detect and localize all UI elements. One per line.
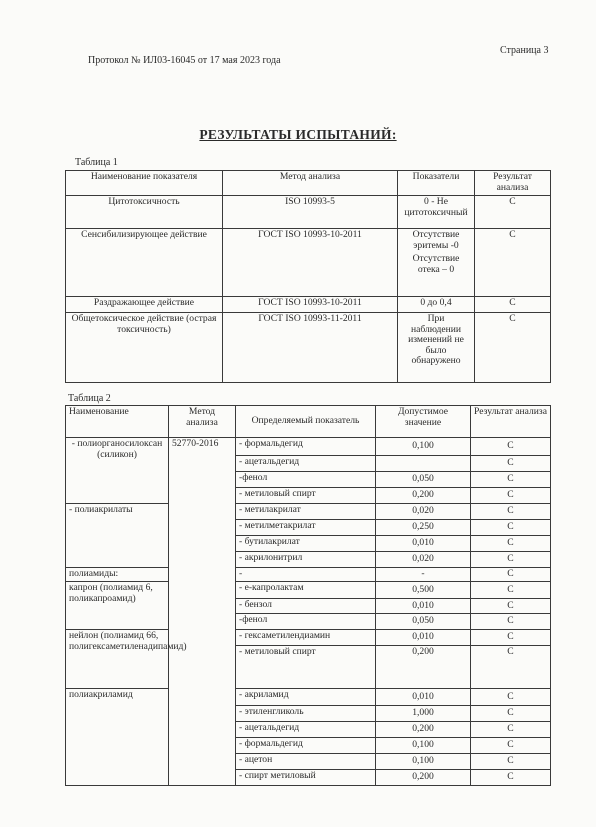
- table-row: [66, 582, 551, 599]
- t2-value: 0,010: [376, 599, 471, 614]
- protocol-header: Протокол № ИЛ03-16045 от 17 мая 2023 года: [88, 55, 281, 66]
- t2-value: 0,010: [376, 630, 471, 646]
- t2-result: С: [471, 599, 551, 614]
- t2-value: -: [376, 568, 471, 582]
- table-row: [66, 229, 551, 297]
- t2-indicator: -фенол: [236, 472, 376, 488]
- t2-result: С: [471, 456, 551, 472]
- t2-header-method: Метод анализа: [169, 406, 236, 438]
- t1-name: Сенсибилизирующее действие: [66, 229, 223, 297]
- t2-result: С: [471, 738, 551, 754]
- t2-result: С: [471, 630, 551, 646]
- t2-indicator: - бензол: [236, 599, 376, 614]
- t2-result: С: [471, 552, 551, 568]
- t2-result: С: [471, 770, 551, 786]
- table-row: [66, 196, 551, 229]
- page-number: Страница 3: [500, 45, 549, 56]
- t2-value: 0,020: [376, 552, 471, 568]
- t2-indicator: - этиленгликоль: [236, 706, 376, 722]
- t2-indicator: - ацетальдегид: [236, 456, 376, 472]
- t2-result: С: [471, 646, 551, 689]
- t2-header-name: Наименование: [66, 406, 169, 438]
- t2-value: 0,200: [376, 770, 471, 786]
- t1-value: 0 - Не цитотоксичный: [398, 196, 475, 229]
- t2-result: С: [471, 722, 551, 738]
- t1-value-2: Отсутствие отека – 0: [412, 253, 460, 275]
- t2-method: 52770-2016: [169, 438, 236, 786]
- t2-result: С: [471, 568, 551, 582]
- t2-result: С: [471, 438, 551, 456]
- t2-result: С: [471, 689, 551, 706]
- t1-result: С: [475, 313, 551, 383]
- t2-value: 0,200: [376, 722, 471, 738]
- t2-result: С: [471, 488, 551, 504]
- t2-indicator: - гексаметилендиамин: [236, 630, 376, 646]
- t1-name: Общетоксическое действие (острая токсичность): [66, 313, 223, 383]
- t2-value: [376, 456, 471, 472]
- t2-result: С: [471, 754, 551, 770]
- t2-value: 0,020: [376, 504, 471, 520]
- t2-result: С: [471, 614, 551, 630]
- t2-value: 0,250: [376, 520, 471, 536]
- t2-value: 0,100: [376, 438, 471, 456]
- t2-indicator: -: [236, 568, 376, 582]
- t2-header-indicator: Определяемый показатель: [236, 406, 376, 438]
- table-row: [66, 313, 551, 383]
- t1-result: С: [475, 229, 551, 297]
- t2-value: 0,010: [376, 536, 471, 552]
- t2-group-name: нейлон (полиамид 66, полигексаметиленадипамид): [66, 630, 169, 689]
- t2-value: 0,050: [376, 472, 471, 488]
- t1-method: ISO 10993-5: [223, 196, 398, 229]
- t1-header-value: Показатели: [398, 171, 475, 196]
- table-row: [66, 689, 551, 706]
- t1-result: С: [475, 196, 551, 229]
- t2-result: С: [471, 520, 551, 536]
- t1-name: Раздражающее действие: [66, 297, 223, 313]
- t2-group-name: - полиорганосилоксан (силикон): [66, 438, 169, 504]
- t1-result: С: [475, 297, 551, 313]
- t2-result: С: [471, 504, 551, 520]
- t2-result: С: [471, 706, 551, 722]
- t2-indicator: - акриламид: [236, 689, 376, 706]
- t2-value: 0,100: [376, 754, 471, 770]
- t2-value: 0,010: [376, 689, 471, 706]
- t1-value: Отсутствие эритемы -0: [412, 229, 460, 251]
- t2-header-result: Результат анализа: [471, 406, 551, 438]
- t2-group-name: полиамиды:: [66, 568, 169, 582]
- table1-caption: Таблица 1: [75, 157, 118, 168]
- table-row: [66, 568, 551, 582]
- t1-header-method: Метод анализа: [223, 171, 398, 196]
- t2-group-name: - полиакрилаты: [66, 504, 169, 568]
- t1-value: 0 до 0,4: [398, 297, 475, 313]
- table-row: [66, 630, 551, 646]
- t2-indicator: - спирт метиловый: [236, 770, 376, 786]
- t2-indicator: - метилакрилат: [236, 504, 376, 520]
- t2-indicator: - ацетон: [236, 754, 376, 770]
- t2-indicator: - метиловый спирт: [236, 488, 376, 504]
- t2-indicator: - метилметакрилат: [236, 520, 376, 536]
- t2-indicator: - формальдегид: [236, 738, 376, 754]
- t1-header-result: Результат анализа: [475, 171, 551, 196]
- table-row: [66, 438, 551, 456]
- t2-indicator: - акрилонитрил: [236, 552, 376, 568]
- t2-value: 0,050: [376, 614, 471, 630]
- t2-group-name: полиакриламид: [66, 689, 169, 786]
- results-table-2: [65, 405, 551, 786]
- t1-method: ГОСТ ISO 10993-10-2011: [223, 297, 398, 313]
- t2-group-name: капрон (полиамид 6, поликапроамид): [66, 582, 169, 630]
- table2-caption: Таблица 2: [68, 393, 111, 404]
- t2-result: С: [471, 472, 551, 488]
- results-table-1: [65, 170, 551, 383]
- table-row: [66, 297, 551, 313]
- t1-name: Цитотоксичность: [66, 196, 223, 229]
- t2-result: С: [471, 536, 551, 552]
- t1-value: При наблюдении изменений не было обнаружено: [398, 313, 475, 383]
- t1-method: ГОСТ ISO 10993-10-2011: [223, 229, 398, 297]
- table-row: [66, 504, 551, 520]
- t2-value: 0,100: [376, 738, 471, 754]
- t2-indicator: - метиловый спирт: [236, 646, 376, 689]
- t2-header-value: Допустимое значение: [376, 406, 471, 438]
- t1-header-name: Наименование показателя: [66, 171, 223, 196]
- t2-indicator: -фенол: [236, 614, 376, 630]
- t2-indicator: - бутилакрилат: [236, 536, 376, 552]
- t2-value: 1,000: [376, 706, 471, 722]
- t2-indicator: - формальдегид: [236, 438, 376, 456]
- t2-indicator: - е-капролактам: [236, 582, 376, 599]
- t2-result: С: [471, 582, 551, 599]
- t2-value: 0,500: [376, 582, 471, 599]
- t1-method: ГОСТ ISO 10993-11-2011: [223, 313, 398, 383]
- page-title: РЕЗУЛЬТАТЫ ИСПЫТАНИЙ:: [199, 127, 397, 142]
- t2-value: 0,200: [376, 488, 471, 504]
- t2-value: 0,200: [376, 646, 471, 689]
- t2-indicator: - ацетальдегид: [236, 722, 376, 738]
